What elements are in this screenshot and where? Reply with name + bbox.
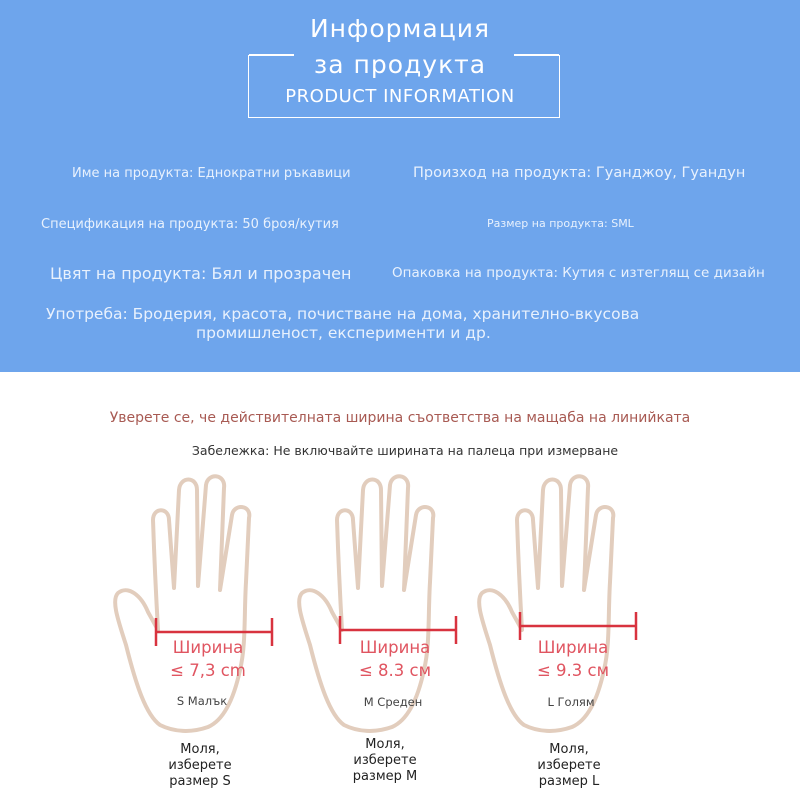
title-line-1: Информация [309,14,491,43]
info-product-size: Размер на продукта: SML [487,217,634,230]
width-value-small: ≤ 7,3 cm [170,661,246,680]
width-value-large: ≤ 9.3 см [536,661,610,680]
product-info-panel [0,0,800,372]
info-usage-line-2: промишленост, експерименти и др. [196,324,491,342]
hand-small [115,476,272,731]
info-product-packaging: Опаковка на продукта: Кутия с изтеглящ се дизайн [392,265,765,281]
choose-medium-line1: Моля, [365,737,405,752]
choose-medium-line3: размер M [352,769,418,784]
hand-medium [299,476,456,731]
title-line-2: за продукта [313,50,487,79]
info-product-spec: Спецификация на продукта: 50 броя/кутия [41,217,339,232]
info-product-name: Име на продукта: Еднократни ръкавици [72,166,351,181]
width-label-large [508,636,638,682]
title-english: PRODUCT INFORMATION [285,86,515,107]
hand-large [479,476,636,731]
thumb-note: Забележка: Не включвайте ширината на палеца при измерване [191,443,619,458]
choose-small [135,742,265,790]
size-name-medium: M Среден [363,695,423,709]
choose-small-line1: Моля, [180,742,220,757]
choose-large-line3: размер L [538,774,600,789]
width-label-small [143,636,273,682]
width-value-medium: ≤ 8.3 см [358,661,432,680]
width-title-small: Ширина [172,638,244,657]
choose-small-line3: размер S [169,774,231,789]
choose-medium [320,737,450,785]
size-name-small: S Малък [176,694,228,708]
size-name-large: L Голям [547,695,595,709]
choose-large-line2: изберете [537,758,601,773]
choose-large-line1: Моля, [549,742,589,757]
choose-medium-line2: изберете [353,753,417,768]
ruler-note: Уверете се, че действителната ширина съответства на мащаба на линийката [109,410,691,426]
width-title-large: Ширина [537,638,609,657]
width-label-medium [330,636,460,682]
width-title-medium: Ширина [359,638,431,657]
choose-small-line2: изберете [168,758,232,773]
info-usage-line-1: Употреба: Бродерия, красота, почистване на дома, хранително-вкусова [46,305,640,323]
info-product-color: Цвят на продукта: Бял и прозрачен [50,264,352,283]
info-product-origin: Произход на продукта: Гуанджоу, Гуандун [413,165,746,181]
choose-large [504,742,634,790]
